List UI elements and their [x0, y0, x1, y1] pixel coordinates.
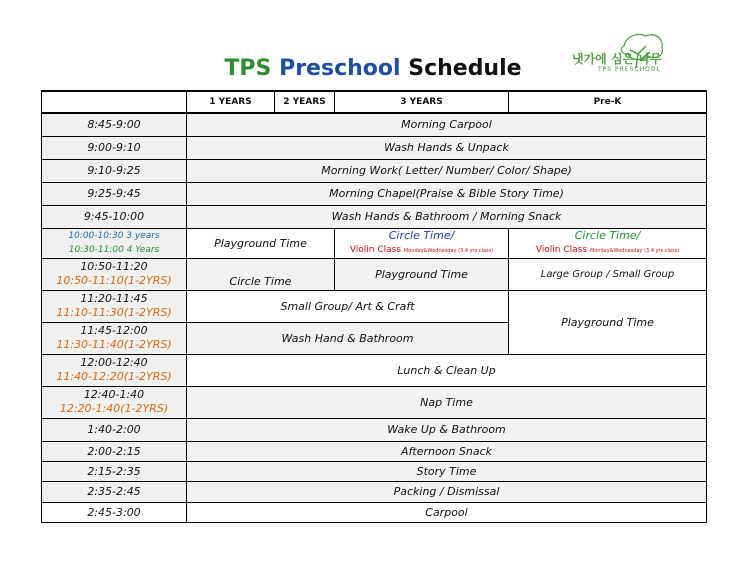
time-cell	[42, 290, 187, 322]
activity-cell: Wash Hands & Bathroom / Morning Snack	[187, 205, 707, 228]
time-cell: 2:35-2:45	[42, 481, 187, 502]
time-cell	[42, 354, 187, 386]
table-row	[42, 136, 707, 159]
time-alt: 10:50-11:10(1-2YRS)	[56, 274, 172, 287]
large-small-group-cell: Large Group / Small Group	[509, 258, 707, 290]
logo-korean-text: 냇가에 심은 나무	[572, 52, 662, 66]
activity-cell: Morning Work( Letter/ Number/ Color/ Shape)	[187, 159, 707, 182]
circle-time-label: Circle Time/	[388, 228, 455, 242]
violin-schedule: Monday&Wednesday (3,4 yrs class)	[589, 247, 680, 254]
time-alt: 11:30-11:40(1-2YRS)	[56, 338, 172, 351]
header-2-years: 2 YEARS	[275, 91, 335, 113]
activity-cell: Small Group/ Art & Craft	[187, 290, 509, 322]
time-3-years: 10:00-10:30 3 years	[68, 231, 160, 241]
activity-cell: Lunch & Clean Up	[187, 354, 707, 386]
time-main: 12:00-12:40	[80, 356, 148, 369]
table-row	[42, 159, 707, 182]
table-row	[42, 290, 707, 322]
violin-class-note	[337, 243, 506, 258]
table-row	[42, 182, 707, 205]
playground-prek-cell: Playground Time	[509, 290, 707, 354]
time-alt: 12:20-1:40(1-2YRS)	[59, 402, 169, 415]
activity-cell: Packing / Dismissal	[187, 481, 707, 502]
table-row	[42, 113, 707, 136]
header-pre-k: Pre-K	[509, 91, 707, 113]
activity-cell: Carpool	[187, 502, 707, 522]
activity-cell: Wash Hand & Bathroom	[187, 322, 509, 354]
activity-cell: Afternoon Snack	[187, 441, 707, 461]
time-cell: 2:45-3:00	[42, 502, 187, 522]
table-row	[42, 228, 707, 258]
circle-time-3y-cell	[335, 228, 509, 258]
time-main: 11:45-12:00	[80, 324, 148, 337]
header-3-years: 3 YEARS	[335, 91, 509, 113]
table-row	[42, 205, 707, 228]
time-4-years: 10:30-11:00 4 Years	[68, 245, 160, 255]
time-cell	[42, 258, 187, 290]
activity-cell: Story Time	[187, 461, 707, 481]
time-main: 12:40-1:40	[83, 388, 145, 401]
time-cell: 1:40-2:00	[42, 418, 187, 441]
violin-class-label: Violin Class	[535, 244, 588, 255]
time-cell	[42, 228, 187, 258]
violin-class-note	[511, 243, 704, 258]
violin-schedule: Monday&Wednesday (3,4 yrs class)	[403, 247, 494, 254]
activity-cell: Morning Carpool	[187, 113, 707, 136]
header-1-years: 1 YEARS	[187, 91, 275, 113]
table-row	[42, 354, 707, 386]
playground-cell: Playground Time	[187, 228, 335, 258]
schedule-table	[41, 90, 707, 523]
table-row	[42, 481, 707, 502]
table-row	[42, 502, 707, 522]
time-cell: 2:15-2:35	[42, 461, 187, 481]
table-row	[42, 441, 707, 461]
time-cell	[42, 322, 187, 354]
activity-cell: Morning Chapel(Praise & Bible Story Time)	[187, 182, 707, 205]
title-tps: TPS	[224, 56, 272, 81]
header-time-cell	[42, 91, 187, 113]
table-row	[42, 386, 707, 418]
time-cell: 9:00-9:10	[42, 136, 187, 159]
title-schedule: Schedule	[408, 56, 522, 81]
time-cell: 9:25-9:45	[42, 182, 187, 205]
time-alt: 11:10-11:30(1-2YRS)	[56, 306, 172, 319]
time-cell: 2:00-2:15	[42, 441, 187, 461]
circle-time-label: Circle Time/	[574, 228, 641, 242]
logo-english-text: TPS PRESCHOOL	[598, 66, 661, 73]
time-main: 11:20-11:45	[80, 292, 148, 305]
time-cell: 9:45-10:00	[42, 205, 187, 228]
time-alt: 11:40-12:20(1-2YRS)	[56, 370, 172, 383]
header-row	[42, 91, 707, 113]
circle-time-prek-cell	[509, 228, 707, 258]
school-logo	[562, 30, 672, 78]
violin-class-label: Violin Class	[349, 244, 402, 255]
playground-3y-cell: Playground Time	[335, 258, 509, 290]
time-cell: 8:45-9:00	[42, 113, 187, 136]
circle-time-cell: Circle Time	[187, 258, 335, 290]
activity-cell: Wake Up & Bathroom	[187, 418, 707, 441]
table-row	[42, 461, 707, 481]
time-cell: 9:10-9:25	[42, 159, 187, 182]
time-main: 10:50-11:20	[80, 260, 148, 273]
title-preschool: Preschool	[279, 56, 401, 81]
activity-cell: Nap Time	[187, 386, 707, 418]
table-row	[42, 418, 707, 441]
activity-cell: Wash Hands & Unpack	[187, 136, 707, 159]
time-cell	[42, 386, 187, 418]
table-row	[42, 258, 707, 290]
